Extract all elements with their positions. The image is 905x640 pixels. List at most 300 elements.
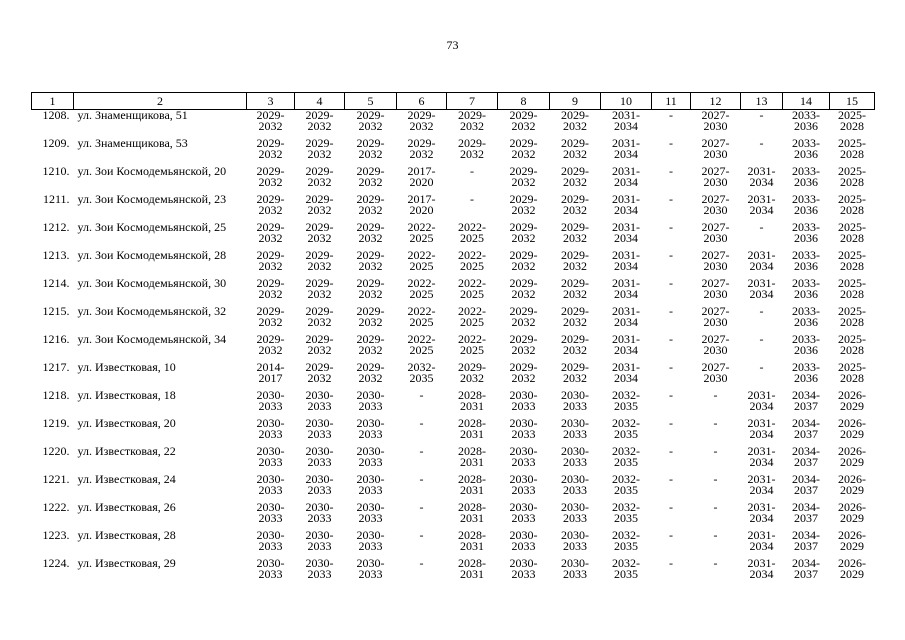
period-line: 2028: [840, 147, 864, 161]
period-line: 2032: [358, 287, 383, 301]
period-line: 2031-: [612, 220, 640, 234]
period-cell: [550, 390, 601, 418]
period-cell: [783, 390, 830, 418]
period-line: 2032-: [612, 472, 640, 486]
period-line: 2034-: [792, 444, 820, 458]
period-line: 2030: [703, 119, 728, 133]
period-line: 2030: [703, 147, 728, 161]
period-cell: [741, 530, 783, 558]
period-line: 2037: [794, 483, 818, 497]
period-cell: [295, 250, 345, 278]
period-line: 2032: [511, 231, 536, 245]
period-line: 2036: [794, 287, 818, 301]
period-line: -: [419, 416, 424, 430]
period-line: 2029-: [256, 192, 285, 206]
row-number: 1223.: [42, 528, 70, 542]
period-cell: [691, 222, 741, 250]
period-cell: [830, 334, 875, 362]
period-cell: [601, 138, 652, 166]
period-line: 2022-: [458, 220, 486, 234]
period-line: 2022-: [407, 248, 436, 262]
period-line: -: [713, 528, 718, 542]
period-cell: [601, 222, 652, 250]
period-cell: [652, 334, 691, 362]
period-line: 2033: [358, 427, 383, 441]
address-cell: ул. Известковая, 18: [77, 388, 176, 402]
period-line: 2032-: [612, 388, 640, 402]
period-line: 2033: [307, 539, 332, 553]
period-cell: [295, 278, 345, 306]
period-line: 2032: [563, 371, 587, 385]
period-line: 2030-: [305, 472, 334, 486]
period-cell: [397, 390, 447, 418]
period-cell: [783, 306, 830, 334]
period-cell: [741, 474, 783, 502]
period-cell: [783, 446, 830, 474]
period-line: 2027-: [701, 332, 730, 346]
period-line: 2032: [511, 287, 536, 301]
period-line: 2034: [749, 455, 774, 469]
period-line: 2031: [460, 511, 484, 525]
period-line: 2025: [409, 343, 434, 357]
period-line: 2033: [511, 511, 536, 525]
period-line: 2029-: [509, 220, 538, 234]
period-cell: [830, 418, 875, 446]
period-line: 2033: [563, 539, 587, 553]
period-line: 2031-: [747, 444, 776, 458]
row-number: 1212.: [42, 220, 70, 234]
period-line: 2035: [614, 399, 638, 413]
period-cell: [447, 194, 498, 222]
period-cell: [741, 194, 783, 222]
period-cell: [741, 334, 783, 362]
period-line: 2029-: [509, 164, 538, 178]
period-line: 2031-: [747, 248, 776, 262]
period-line: 2031-: [747, 416, 776, 430]
period-line: 2029-: [561, 332, 589, 346]
period-line: 2031-: [747, 472, 776, 486]
period-cell: [601, 530, 652, 558]
period-cell: [741, 110, 783, 139]
address-cell: ул. Известковая, 22: [77, 444, 176, 458]
period-cell: [397, 110, 447, 139]
period-cell: [652, 194, 691, 222]
period-line: 2034-: [792, 388, 820, 402]
period-line: -: [419, 528, 424, 542]
period-line: 2030-: [356, 556, 385, 570]
period-line: 2022-: [407, 304, 436, 318]
period-line: 2032: [307, 147, 332, 161]
period-line: 2032: [358, 119, 383, 133]
period-cell: [550, 250, 601, 278]
period-line: 2029-: [407, 108, 436, 122]
period-line: 2032: [307, 343, 332, 357]
period-line: 2033: [511, 567, 536, 581]
period-cell: [397, 278, 447, 306]
period-line: -: [713, 444, 718, 458]
address-cell: ул. Известковая, 26: [77, 500, 176, 514]
period-line: -: [759, 220, 764, 234]
period-cell: [601, 278, 652, 306]
period-line: 2032: [307, 175, 332, 189]
period-line: -: [759, 332, 764, 346]
period-line: 2032: [307, 259, 332, 273]
period-line: 2029-: [356, 136, 385, 150]
period-line: 2033: [258, 427, 283, 441]
period-line: 2032: [307, 287, 332, 301]
period-cell: [691, 194, 741, 222]
period-cell: [741, 278, 783, 306]
period-cell: [498, 558, 550, 586]
period-line: 2031-: [747, 192, 776, 206]
period-line: 2033: [563, 427, 587, 441]
period-line: 2032: [358, 203, 383, 217]
period-line: 2029-: [256, 276, 285, 290]
period-line: 2034: [749, 567, 774, 581]
period-cell: [295, 446, 345, 474]
period-line: 2030-: [561, 500, 589, 514]
period-cell: [741, 390, 783, 418]
row-number: 1222.: [42, 500, 70, 514]
period-line: 2028: [840, 371, 864, 385]
period-line: -: [759, 108, 764, 122]
period-line: 2033: [358, 399, 383, 413]
period-cell: [652, 558, 691, 586]
period-line: 2030: [703, 371, 728, 385]
period-cell: [447, 418, 498, 446]
period-cell: [830, 166, 875, 194]
period-line: 2037: [794, 455, 818, 469]
period-line: 2033: [258, 511, 283, 525]
period-line: 2029-: [356, 108, 385, 122]
period-line: 2028: [840, 175, 864, 189]
period-line: 2014-: [256, 360, 285, 374]
period-line: 2030-: [305, 388, 334, 402]
period-line: 2031-: [612, 276, 640, 290]
period-cell: [247, 334, 295, 362]
period-line: 2017-: [407, 192, 436, 206]
period-line: 2029-: [356, 276, 385, 290]
period-line: 2032: [511, 203, 536, 217]
period-line: 2034-: [792, 528, 820, 542]
period-cell: [783, 110, 830, 139]
period-line: 2032-: [612, 444, 640, 458]
period-cell: [397, 306, 447, 334]
period-line: 2031-: [612, 360, 640, 374]
column-header: 14: [783, 93, 830, 110]
period-line: 2033: [563, 455, 587, 469]
period-line: 2032: [358, 231, 383, 245]
table-row: [32, 502, 875, 530]
period-cell: [601, 446, 652, 474]
period-line: 2029-: [561, 136, 589, 150]
period-line: 2031-: [747, 388, 776, 402]
address-cell: ул. Зои Космодемьянской, 30: [77, 276, 227, 290]
period-line: 2025-: [838, 108, 866, 122]
period-cell: [447, 110, 498, 139]
period-cell: [498, 306, 550, 334]
period-cell: [830, 194, 875, 222]
period-line: 2033-: [792, 220, 820, 234]
period-cell: [345, 474, 397, 502]
period-cell: [550, 362, 601, 390]
period-cell: [601, 334, 652, 362]
period-line: 2026-: [838, 556, 866, 570]
period-line: 2033: [258, 455, 283, 469]
period-line: 2022-: [458, 248, 486, 262]
period-line: 2029-: [509, 276, 538, 290]
table-row: [32, 558, 875, 586]
period-cell: [498, 110, 550, 139]
period-line: 2034: [749, 287, 774, 301]
period-line: 2033: [258, 539, 283, 553]
period-line: 2031-: [612, 332, 640, 346]
period-cell: [345, 390, 397, 418]
period-line: 2029-: [458, 108, 486, 122]
table-row: [32, 222, 875, 250]
period-line: 2030-: [561, 472, 589, 486]
period-line: 2029-: [356, 248, 385, 262]
period-cell: [397, 502, 447, 530]
period-line: 2030-: [509, 388, 538, 402]
period-cell: [550, 502, 601, 530]
period-line: 2037: [794, 539, 818, 553]
period-line: -: [419, 388, 424, 402]
period-line: 2029-: [561, 164, 589, 178]
period-line: 2035: [614, 455, 638, 469]
period-line: 2033: [258, 483, 283, 497]
period-line: 2034: [614, 119, 638, 133]
period-line: 2032: [511, 147, 536, 161]
period-cell: [295, 474, 345, 502]
period-cell: [498, 194, 550, 222]
period-line: 2030: [703, 203, 728, 217]
period-line: -: [759, 360, 764, 374]
row-number: 1215.: [42, 304, 70, 318]
row-number: 1211.: [42, 192, 70, 206]
period-cell: [247, 166, 295, 194]
period-line: -: [669, 472, 673, 486]
period-line: 2029-: [305, 108, 334, 122]
period-line: 2033: [258, 567, 283, 581]
row-number: 1214.: [42, 276, 70, 290]
period-cell: [345, 530, 397, 558]
period-cell: [345, 222, 397, 250]
period-line: 2029-: [561, 276, 589, 290]
period-cell: [830, 446, 875, 474]
period-line: 2029-: [356, 220, 385, 234]
period-line: -: [669, 332, 673, 346]
period-line: -: [713, 416, 718, 430]
period-line: 2032: [258, 147, 283, 161]
period-line: 2034: [614, 259, 638, 273]
period-line: -: [669, 164, 673, 178]
period-cell: [550, 446, 601, 474]
period-line: -: [419, 444, 424, 458]
period-line: 2033-: [792, 192, 820, 206]
period-line: 2032: [511, 119, 536, 133]
period-cell: [783, 222, 830, 250]
period-line: 2029-: [305, 360, 334, 374]
column-header: 9: [550, 93, 601, 110]
address-cell: ул. Зои Космодемьянской, 20: [77, 164, 227, 178]
period-line: 2029-: [509, 136, 538, 150]
period-cell: [345, 362, 397, 390]
period-line: -: [713, 388, 718, 402]
table-row: [32, 110, 875, 139]
period-line: 2025-: [838, 332, 866, 346]
period-line: 2030-: [256, 416, 285, 430]
period-line: 2020: [409, 175, 434, 189]
period-line: -: [669, 444, 673, 458]
period-line: 2030-: [305, 416, 334, 430]
period-line: 2033: [307, 511, 332, 525]
period-line: 2035: [614, 567, 638, 581]
column-header: 13: [741, 93, 783, 110]
period-line: 2029-: [305, 276, 334, 290]
period-cell: [830, 110, 875, 139]
period-line: 2032: [563, 203, 587, 217]
period-line: 2030-: [356, 416, 385, 430]
period-line: 2030-: [305, 528, 334, 542]
period-line: -: [713, 556, 718, 570]
data-table: [31, 92, 875, 586]
period-cell: [397, 194, 447, 222]
period-cell: [295, 222, 345, 250]
period-line: 2034: [749, 539, 774, 553]
period-line: 2025: [409, 315, 434, 329]
period-cell: [295, 166, 345, 194]
period-line: 2029-: [561, 192, 589, 206]
table-row: [32, 530, 875, 558]
period-cell: [830, 222, 875, 250]
period-cell: [652, 138, 691, 166]
period-line: 2029-: [256, 164, 285, 178]
period-cell: [691, 138, 741, 166]
period-line: -: [759, 136, 764, 150]
period-line: 2037: [794, 511, 818, 525]
period-cell: [295, 362, 345, 390]
period-line: 2031-: [747, 528, 776, 542]
period-line: 2029-: [305, 136, 334, 150]
period-line: 2029-: [561, 248, 589, 262]
period-line: 2032: [358, 315, 383, 329]
period-line: 2031-: [612, 192, 640, 206]
table-row: [32, 306, 875, 334]
period-line: 2029-: [356, 332, 385, 346]
period-cell: [550, 334, 601, 362]
period-cell: [397, 166, 447, 194]
period-line: 2030-: [305, 556, 334, 570]
period-line: 2034-: [792, 472, 820, 486]
period-cell: [691, 530, 741, 558]
period-line: 2033-: [792, 108, 820, 122]
period-line: 2029: [840, 567, 864, 581]
period-cell: [783, 362, 830, 390]
period-line: 2031: [460, 483, 484, 497]
period-line: 2029-: [305, 304, 334, 318]
period-line: 2030-: [561, 556, 589, 570]
period-line: -: [759, 304, 764, 318]
period-line: 2033: [258, 399, 283, 413]
address-cell: ул. Знаменщикова, 51: [77, 108, 188, 122]
period-line: 2031-: [747, 164, 776, 178]
period-cell: [397, 530, 447, 558]
period-line: 2028-: [458, 472, 486, 486]
period-line: 2032-: [612, 416, 640, 430]
period-line: 2029: [840, 427, 864, 441]
period-line: 2030-: [256, 500, 285, 514]
period-cell: [830, 390, 875, 418]
period-line: 2029-: [561, 108, 589, 122]
period-cell: [247, 558, 295, 586]
period-line: 2030-: [356, 528, 385, 542]
period-line: 2032: [307, 231, 332, 245]
period-cell: [447, 222, 498, 250]
period-line: 2022-: [458, 276, 486, 290]
period-cell: [498, 138, 550, 166]
period-cell: [498, 502, 550, 530]
period-line: 2034-: [792, 500, 820, 514]
period-line: 2030-: [509, 556, 538, 570]
period-line: 2032: [358, 343, 383, 357]
address-cell: ул. Зои Космодемьянской, 23: [77, 192, 227, 206]
period-line: -: [419, 472, 424, 486]
period-line: 2030-: [256, 528, 285, 542]
period-line: 2029-: [561, 304, 589, 318]
period-line: 2026-: [838, 416, 866, 430]
period-line: 2032: [307, 203, 332, 217]
period-cell: [247, 222, 295, 250]
period-cell: [741, 166, 783, 194]
period-cell: [830, 362, 875, 390]
period-cell: [550, 306, 601, 334]
period-line: 2031: [460, 539, 484, 553]
period-line: 2033: [511, 483, 536, 497]
row-number: 1208.: [42, 108, 70, 122]
period-cell: [783, 194, 830, 222]
period-line: 2029-: [458, 136, 486, 150]
period-line: 2029-: [509, 332, 538, 346]
period-line: 2032: [258, 315, 283, 329]
period-line: 2030-: [356, 500, 385, 514]
period-cell: [345, 250, 397, 278]
period-cell: [498, 390, 550, 418]
period-cell: [601, 418, 652, 446]
period-line: 2030: [703, 231, 728, 245]
period-line: 2029-: [256, 304, 285, 318]
period-line: 2034: [614, 343, 638, 357]
period-line: 2033-: [792, 276, 820, 290]
period-cell: [295, 306, 345, 334]
period-line: 2033-: [792, 360, 820, 374]
period-line: 2025-: [838, 248, 866, 262]
period-line: 2033-: [792, 164, 820, 178]
period-cell: [345, 558, 397, 586]
period-line: -: [470, 192, 474, 206]
period-cell: [652, 390, 691, 418]
period-cell: [741, 138, 783, 166]
period-line: -: [669, 304, 673, 318]
period-cell: [247, 138, 295, 166]
period-cell: [830, 558, 875, 586]
period-line: 2029-: [561, 220, 589, 234]
period-cell: [397, 222, 447, 250]
period-cell: [247, 502, 295, 530]
period-cell: [447, 138, 498, 166]
period-line: 2033: [563, 483, 587, 497]
period-cell: [447, 558, 498, 586]
